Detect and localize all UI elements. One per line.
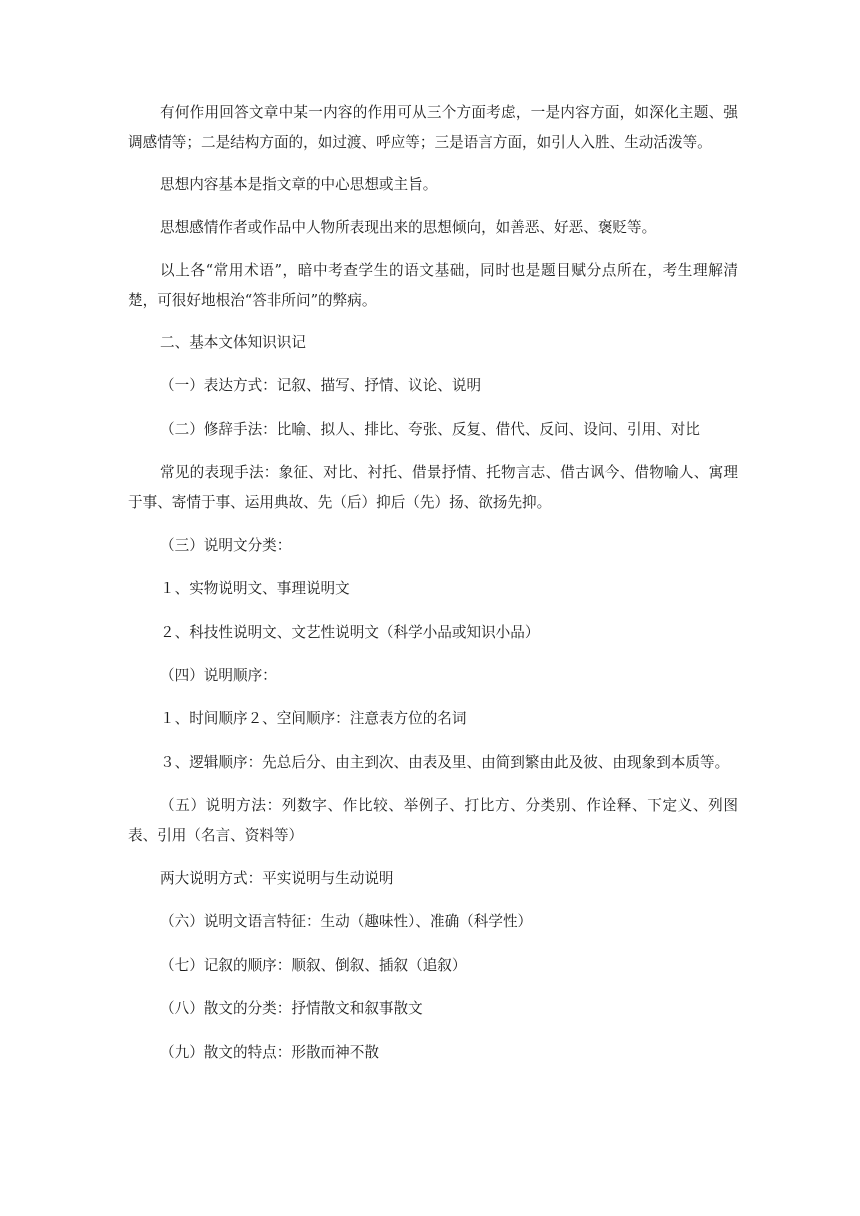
paragraph-thought-content: 思想内容基本是指文章的中心思想或主旨。 xyxy=(160,176,438,193)
paragraph-expository-order-heading: （四）说明顺序： xyxy=(160,667,277,684)
paragraph-prose-features: （九）散文的特点：形散而神不散 xyxy=(160,1044,379,1061)
list-item-order-time-space: １、时间顺序２、空间顺序：注意表方位的名词 xyxy=(160,710,467,727)
paragraph-function-answer: 有何作用回答文章中某一内容的作用可从三个方面考虑，一是内容方面，如深化主题、强调感情等；二是结构方面的，如过渡、呼应等；三是语言方面，如引人入胜、生动活泼等。 xyxy=(128,104,738,151)
paragraph-expository-types-heading: （三）说明文分类： xyxy=(160,537,292,554)
paragraph-expository-methods: （五）说明方法：列数字、作比较、举例子、打比方、分类别、作诠释、下定义、列图表、引用（名言、资料等） xyxy=(128,797,738,844)
list-item-order-logic: ３、逻辑顺序：先总后分、由主到次、由表及里、由简到繁由此及彼、由现象到本质等。 xyxy=(160,754,730,771)
paragraph-thought-emotion: 思想感情作者或作品中人物所表现出来的思想倾向，如善恶、好恶、褒贬等。 xyxy=(160,219,657,236)
paragraph-expression-methods: （一）表达方式：记叙、描写、抒情、议论、说明 xyxy=(160,377,482,394)
list-item-expository-type-2: ２、科技性说明文、文艺性说明文（科学小品或知识小品） xyxy=(160,624,540,641)
list-item-expository-type-1: １、实物说明文、事理说明文 xyxy=(160,580,350,597)
paragraph-common-terms: 以上各“常用术语”，暗中考查学生的语文基础，同时也是题目赋分点所在，考生理解清楚，可很好地根治“答非所问”的弊病。 xyxy=(128,262,738,309)
paragraph-rhetoric-devices: （二）修辞手法：比喻、拟人、排比、夸张、反复、借代、反问、设问、引用、对比 xyxy=(160,421,700,438)
section-heading-genre-knowledge: 二、基本文体知识识记 xyxy=(160,334,306,351)
paragraph-two-explanation-modes: 两大说明方式：平实说明与生动说明 xyxy=(160,870,394,887)
paragraph-narrative-order: （七）记叙的顺序：顺叙、倒叙、插叙（追叙） xyxy=(160,957,467,974)
paragraph-prose-types: （八）散文的分类：抒情散文和叙事散文 xyxy=(160,1000,423,1017)
paragraph-language-features: （六）说明文语言特征：生动（趣味性）、准确（科学性） xyxy=(160,913,533,930)
paragraph-expression-techniques: 常见的表现手法：象征、对比、衬托、借景抒情、托物言志、借古讽今、借物喻人、寓理于事、寄情于事、运用典故、先（后）抑后（先）扬、欲扬先抑。 xyxy=(128,464,738,511)
